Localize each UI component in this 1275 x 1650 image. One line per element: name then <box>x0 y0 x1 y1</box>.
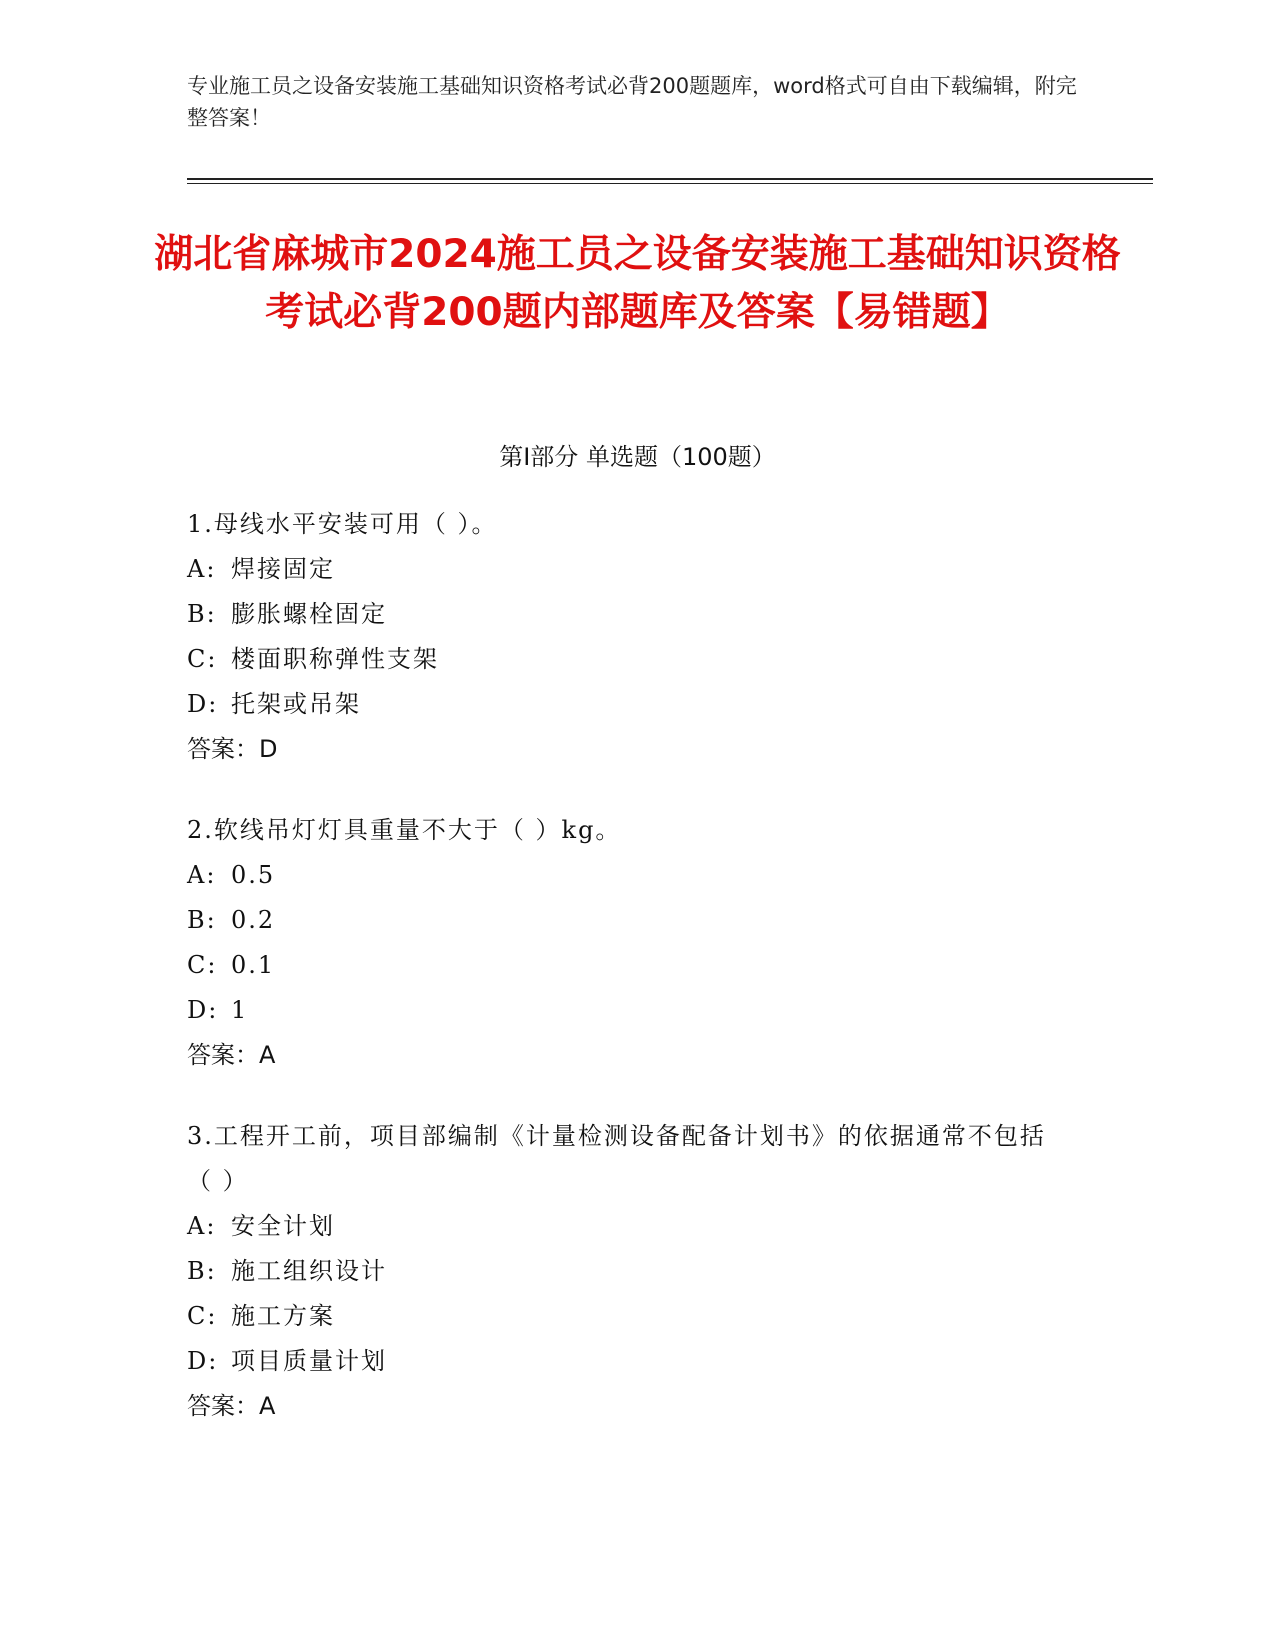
option-key: D: <box>187 996 219 1024</box>
option-key: D: <box>187 690 219 718</box>
option-text: 0.5 <box>231 861 276 889</box>
option-key: B: <box>187 906 217 934</box>
section-heading: 第I部分 单选题（100题） <box>499 443 776 471</box>
option-d <box>187 1339 1087 1384</box>
option-d <box>187 682 1087 727</box>
answer: 答案：A <box>187 1392 276 1420</box>
option-key: A: <box>187 1212 217 1240</box>
option-c <box>187 1294 1087 1339</box>
question-block-3 <box>187 1114 1087 1429</box>
header-divider-thin <box>187 183 1153 184</box>
option-key: C: <box>187 951 218 979</box>
option-text: 楼面职称弹性支架 <box>231 645 439 673</box>
option-text: 0.1 <box>231 951 276 979</box>
option-text: 1 <box>231 996 249 1024</box>
option-text: 托架或吊架 <box>231 690 361 718</box>
option-key: A: <box>187 555 217 583</box>
option-key: D: <box>187 1347 219 1375</box>
option-text: 0.2 <box>231 906 276 934</box>
option-b <box>187 898 1087 943</box>
option-key: A: <box>187 861 217 889</box>
option-text: 项目质量计划 <box>231 1347 387 1375</box>
answer: 答案：A <box>187 1041 276 1069</box>
option-key: B: <box>187 1257 217 1285</box>
option-key: C: <box>187 1302 218 1330</box>
option-a <box>187 1204 1087 1249</box>
option-b <box>187 1249 1087 1294</box>
option-c <box>187 637 1087 682</box>
header-divider-thick <box>187 178 1153 180</box>
question-block-2 <box>187 808 1087 1078</box>
question-stem: 3.工程开工前，项目部编制《计量检测设备配备计划书》的依据通常不包括（ ） <box>187 1122 1046 1195</box>
option-b <box>187 592 1087 637</box>
option-key: B: <box>187 600 217 628</box>
option-text: 膨胀螺栓固定 <box>231 600 387 628</box>
option-d <box>187 988 1087 1033</box>
option-a <box>187 853 1087 898</box>
header-note: 专业施工员之设备安装施工基础知识资格考试必背200题题库，word格式可自由下载编辑，附完整答案！ <box>187 74 1077 130</box>
option-text: 安全计划 <box>231 1212 335 1240</box>
option-key: C: <box>187 645 218 673</box>
option-a <box>187 547 1087 592</box>
document-title: 湖北省麻城市2024施工员之设备安装施工基础知识资格考试必背200题内部题库及答案【易错题】 <box>154 232 1121 335</box>
question-stem: 1.母线水平安装可用（ ）。 <box>187 510 498 538</box>
question-block-1 <box>187 502 1087 772</box>
answer: 答案：D <box>187 735 278 763</box>
option-text: 施工组织设计 <box>231 1257 387 1285</box>
option-text: 焊接固定 <box>231 555 335 583</box>
option-c <box>187 943 1087 988</box>
option-text: 施工方案 <box>231 1302 335 1330</box>
question-stem: 2.软线吊灯灯具重量不大于（ ）kg。 <box>187 816 622 844</box>
